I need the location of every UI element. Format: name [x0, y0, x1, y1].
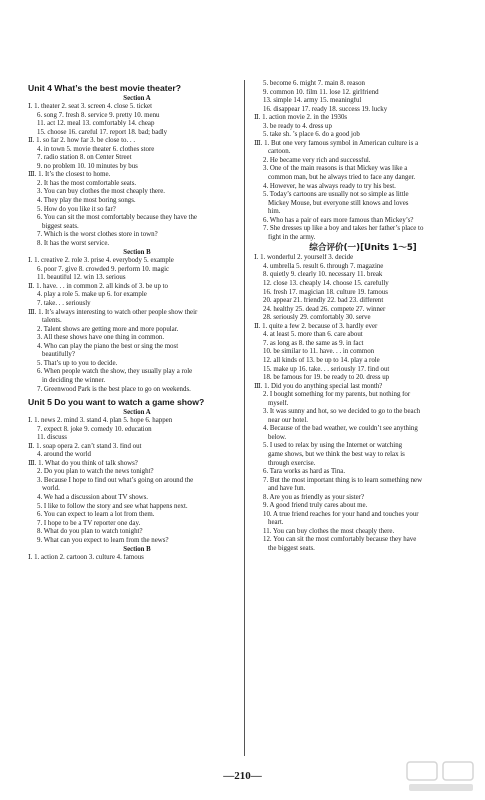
- section-heading: Section B: [123, 546, 151, 554]
- answer-line: 15. make up 16. take. . . seriously 17. find out: [263, 365, 390, 373]
- answer-line: 6. Who has a pair of ears more famous than Mickey’s?: [263, 216, 414, 224]
- answer-line: Ⅰ. 1. action 2. cartoon 3. culture 4. famous: [28, 554, 144, 562]
- answer-line: 15. choose 16. careful 17. report 18. bad; badly: [37, 128, 168, 136]
- answer-line: 7. Greenwood Park is the best place to go on weekends.: [37, 385, 191, 393]
- answer-line: 5. I like to follow the story and see what happens next.: [37, 502, 188, 510]
- answer-line: 2. Do you plan to watch the news tonight?: [37, 468, 154, 476]
- answer-line: Ⅰ. 1. news 2. mind 3. stand 4. plan 5. hope 6. happen: [28, 417, 173, 425]
- answer-line: 4. We had a discussion about TV shows.: [37, 493, 149, 501]
- answer-line: 28. seriously 29. comfortably 30. serve: [263, 314, 371, 322]
- answer-line: 6. poor 7. give 8. crowded 9. perform 10. magic: [37, 265, 170, 273]
- answer-line: 9. A good friend truly cares about me.: [263, 502, 368, 510]
- answer-line: 4. Because of the bad weather, we couldn’t see anything: [263, 425, 418, 433]
- answer-line: 10. A true friend reaches for your hand and touches your: [263, 510, 419, 518]
- section-heading: Section B: [123, 249, 151, 257]
- answer-line: beautifully?: [42, 351, 75, 359]
- answer-line: 7. take. . . seriously: [37, 300, 91, 308]
- answer-line: 11. discuss: [37, 434, 67, 442]
- answer-line: in deciding the winner.: [42, 376, 106, 384]
- answer-line: 3. be ready to 4. dress up: [263, 122, 332, 130]
- answer-line: Mickey Mouse, but everyone still knows and loves: [268, 199, 409, 207]
- answer-line: Ⅱ. 1. have. . . in common 2. all kinds of 3. be up to: [28, 282, 168, 290]
- answer-line: through exercise.: [268, 459, 316, 467]
- answer-line: 16. fresh 17. magician 18. culture 19. famous: [263, 288, 388, 296]
- review-title: 综合评价(一)[Units 1～5]: [309, 243, 417, 254]
- answer-line: Ⅱ. 1. action movie 2. in the 1930s: [254, 114, 348, 122]
- answer-line: Ⅲ. 1. Did you do anything special last month?: [254, 382, 383, 390]
- answer-line: Ⅲ. 1. But one very famous symbol in American culture is a: [254, 139, 419, 147]
- answer-line: myself.: [268, 399, 289, 407]
- answer-line: 9. What can you expect to learn from the news?: [37, 536, 169, 544]
- answer-line: 11. beautiful 12. win 13. serious: [37, 274, 126, 282]
- answer-line: Ⅱ. 1. so far 2. how far 3. be close to. . .: [28, 137, 136, 145]
- answer-line: 7. I hope to be a TV reporter one day.: [37, 519, 141, 527]
- answer-line: 6. You can sit the most comfortably because they have the: [37, 214, 197, 222]
- answer-line: 16. disappear 17. ready 18. success 19. lucky: [263, 105, 388, 113]
- answer-line: 4. However, he was always ready to try his best.: [263, 182, 396, 190]
- answer-line: 8. What do you plan to watch tonight?: [37, 528, 143, 536]
- answer-line: 4. play a role 5. make up 6. for example: [37, 291, 147, 299]
- answer-line: biggest seats.: [42, 222, 79, 230]
- answer-line: heart.: [268, 519, 284, 527]
- answer-line: 4. Who can play the piano the best or sing the most: [37, 342, 179, 350]
- answer-line: Ⅰ. 1. creative 2. role 3. prise 4. everybody 5. example: [28, 257, 174, 265]
- answer-line: Ⅰ. 1. theater 2. seat 3. screen 4. close 5. ticket: [28, 103, 153, 110]
- answer-line: 7. radio station 8. on Center Street: [37, 154, 132, 162]
- answer-line: talents.: [42, 317, 62, 325]
- answer-line: Ⅲ. 1. What do you think of talk shows?: [28, 459, 138, 467]
- answer-line: 2. I bought something for my parents, but nothing for: [263, 391, 411, 399]
- answer-line: game shows, but we think the best way to relax is: [268, 450, 405, 458]
- answer-line: 3. All these shows have one thing in common.: [37, 334, 165, 342]
- answer-line: world.: [42, 485, 60, 493]
- answer-line: 6. You can expect to learn a lot from them.: [37, 511, 155, 519]
- section-heading: Section A: [123, 95, 151, 102]
- right-column: [254, 80, 472, 554]
- answer-line: below.: [268, 433, 287, 441]
- answer-line: 3. It was sunny and hot, so we decided to go to the beach: [263, 408, 421, 416]
- answer-line: 6. When people watch the show, they usually play a role: [37, 368, 193, 376]
- answer-line: 4. around the world: [37, 451, 91, 459]
- answer-line: 8. quietly 9. clearly 10. necessary 11. break: [263, 271, 383, 279]
- answer-line: 4. at least 5. more than 6. care about: [263, 331, 363, 339]
- answer-line: 9. common 10. film 11. lose 12. girlfriend: [263, 88, 379, 96]
- answer-line: and have fun.: [268, 485, 306, 493]
- answer-line: 11. act 12. meal 13. comfortably 14. cheap: [37, 120, 155, 128]
- answer-line: 7. expect 8. joke 9. comedy 10. education: [37, 425, 152, 433]
- answer-line: 5. Today’s cartoons are usually not so simple as little: [263, 191, 409, 199]
- answer-line: Ⅲ. 1. It’s the closest to home.: [28, 171, 111, 179]
- answer-line: 7. But the most important thing is to learn something new: [263, 476, 423, 484]
- answer-line: 12. You can sit the most comfortably because they have: [263, 536, 417, 544]
- answer-line: Ⅱ. 1. quite a few 2. because of 3. hardly ever: [254, 322, 378, 330]
- answer-line: 12. close 13. cheaply 14. choose 15. carefully: [263, 280, 389, 288]
- unit-title: Unit 5 Do you want to watch a game show?: [28, 397, 205, 408]
- answer-line: 4. umbrella 5. result 6. through 7. magazine: [263, 262, 384, 270]
- answer-line: the biggest seats.: [268, 544, 315, 552]
- answer-line: 10. be similar to 11. have. . . in common: [263, 348, 375, 356]
- answer-line: 3. Because I hope to find out what’s going on around the: [37, 476, 194, 484]
- answer-line: 7. as long as 8. the same as 9. in fact: [263, 339, 364, 347]
- answer-line: Ⅲ. 1. It’s always interesting to watch other people show their: [28, 308, 198, 316]
- answer-line: 6. Tara works as hard as Tina.: [263, 468, 346, 476]
- unit-title: Unit 4 What’s the best movie theater?: [28, 83, 181, 93]
- answer-line: 18. be famous for 19. be ready to 20. dress up: [263, 374, 390, 382]
- answer-line: cartoon.: [268, 148, 291, 156]
- section-heading: Section A: [123, 409, 151, 417]
- answer-line: 9. no problem 10. 10 minutes by bus: [37, 162, 138, 170]
- answer-line: 5. That’s up to you to decide.: [37, 359, 118, 367]
- answer-line: 8. Are you as friendly as your sister?: [263, 493, 365, 501]
- watermark-logo: [405, 760, 479, 794]
- column-divider: [244, 80, 245, 756]
- answer-line: 2. It has the most comfortable seats.: [37, 179, 137, 187]
- answer-line: 7. Which is the worst clothes store in town?: [37, 231, 158, 239]
- answer-line: 5. How do you like it so far?: [37, 205, 116, 213]
- answer-line: 4. in town 5. movie theater 6. clothes store: [37, 145, 155, 153]
- answer-line: 3. One of the main reasons is that Mickey was like a: [263, 165, 408, 173]
- answer-line: 3. You can buy clothes the most cheaply there.: [37, 188, 166, 196]
- answer-line: Ⅱ. 1. soap opera 2. can’t stand 3. find out: [28, 442, 142, 450]
- answer-line: near our hotel.: [268, 416, 308, 424]
- answer-line: him.: [268, 208, 281, 216]
- answer-line: 11. You can buy clothes the most cheaply there.: [263, 527, 395, 535]
- answer-line: 5. I used to relax by using the Internet or watching: [263, 442, 403, 450]
- answer-line: common man, but he always tried to face any danger.: [268, 174, 416, 182]
- answer-line: 7. She dresses up like a boy and takes her father’s place to: [263, 225, 424, 233]
- answer-line: 4. They play the most boring songs.: [37, 197, 136, 205]
- left-column: [28, 80, 246, 563]
- answer-line: 2. He became very rich and successful.: [263, 156, 371, 164]
- answer-line: 5. take sh. ’s place 6. do a good job: [263, 131, 360, 139]
- answer-line: 5. become 6. might 7. main 8. reason: [263, 80, 365, 87]
- answer-line: 6. song 7. fresh 8. service 9. pretty 10. menu: [37, 111, 160, 119]
- answer-line: 2. Talent shows are getting more and more popular.: [37, 325, 179, 333]
- answer-line: 12. all kinds of 13. be up to 14. play a role: [263, 356, 380, 364]
- answer-line: 20. appear 21. friendly 22. bad 23. different: [263, 297, 384, 305]
- answer-line: 24. healthy 25. dead 26. compete 27. winner: [263, 305, 386, 313]
- answer-line: Ⅰ. 1. wonderful 2. yourself 3. decide: [254, 254, 354, 262]
- answer-line: fight in the army.: [268, 233, 316, 241]
- answer-line: 13. simple 14. army 15. meaningful: [263, 97, 362, 105]
- page-number: —210—: [223, 770, 262, 782]
- answer-line: 8. It has the worst service.: [37, 239, 110, 247]
